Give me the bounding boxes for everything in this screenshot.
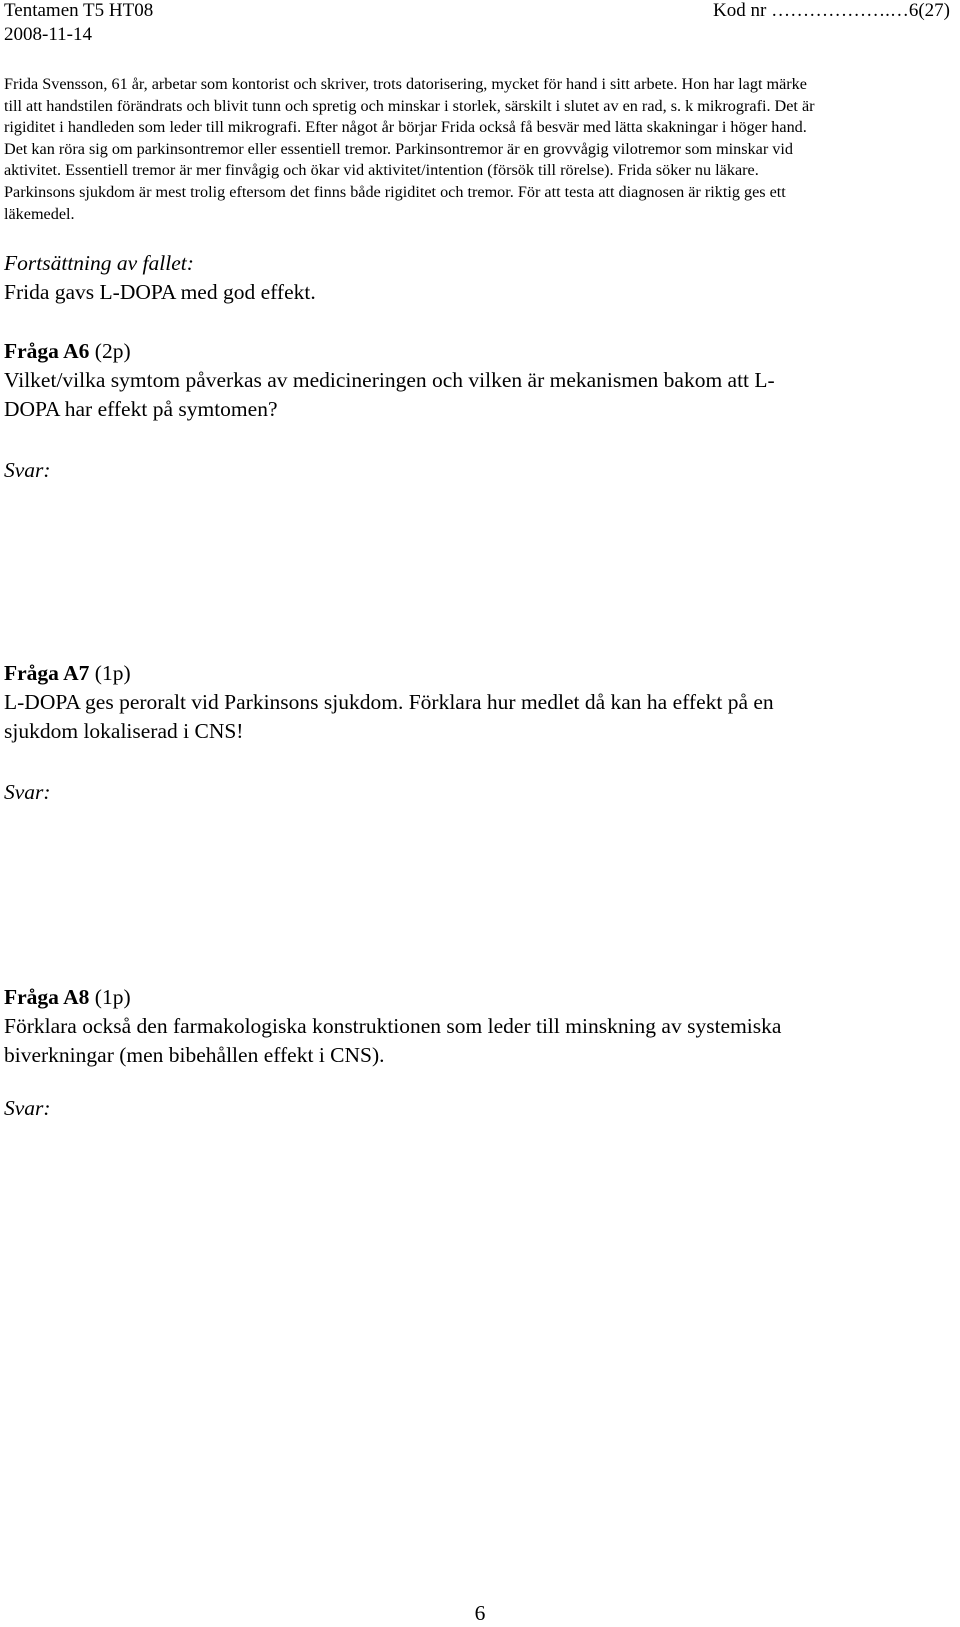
case-line: Parkinsons sjukdom är mest trolig eftersom det finns både rigiditet och tremor. För att testa att diagnosen är riktig ges ett	[4, 182, 786, 201]
case-line: läkemedel.	[4, 204, 75, 223]
case-description	[4, 74, 944, 225]
question-line: DOPA har effekt på symtomen?	[4, 397, 278, 421]
question-points: (1p)	[94, 661, 131, 685]
question-points: (2p)	[94, 339, 131, 363]
question-line: biverkningar (men bibehållen effekt i CNS).	[4, 1043, 385, 1067]
question-line: L-DOPA ges peroralt vid Parkinsons sjukdom. Förklara hur medlet då kan ha effekt på en	[4, 690, 774, 714]
question-a7	[4, 659, 944, 746]
question-heading	[4, 337, 944, 366]
continuation-label: Fortsättning av fallet:	[4, 251, 194, 275]
page-number: 6	[474, 1601, 486, 1625]
case-line: rigiditet i handleden som leder till mikrografi. Efter något år börjar Frida också få besvär med lätta skakningar i höger hand.	[4, 118, 807, 137]
question-line: Förklara också den farmakologiska konstruktionen som leder till minskning av systemiska	[4, 1014, 782, 1038]
header-code-field: Kod nr ……………….…6(27)	[713, 0, 950, 21]
answer-label-a6: Svar:	[4, 458, 51, 482]
question-heading	[4, 659, 944, 688]
header-exam-date: 2008-11-14	[4, 24, 92, 45]
question-line: Vilket/vilka symtom påverkas av medicineringen och vilken är mekanismen bakom att L-	[4, 368, 775, 392]
question-label: Fråga A7	[4, 661, 90, 685]
case-line: Frida Svensson, 61 år, arbetar som kontorist och skriver, trots datorisering, mycket för hand i sitt arbete. Hon har lagt märke	[4, 75, 807, 93]
question-label: Fråga A6	[4, 339, 90, 363]
answer-label-a8: Svar:	[4, 1096, 51, 1120]
continuation-text: Frida gavs L-DOPA med god effekt.	[4, 280, 316, 304]
case-line: aktivitet. Essentiell tremor är mer finvågig och ökar vid aktivitet/intention (försök till rörelse). Frida söker nu läkare.	[4, 161, 759, 180]
question-line: sjukdom lokaliserad i CNS!	[4, 719, 244, 743]
case-continuation	[4, 249, 944, 307]
question-a6	[4, 337, 944, 424]
case-line: Det kan röra sig om parkinsontremor eller essentiell tremor. Parkinsontremor är en grovvågig vilotremor som minskar vid	[4, 139, 793, 158]
question-label: Fråga A8	[4, 985, 90, 1009]
answer-label-a7: Svar:	[4, 780, 51, 804]
question-points: (1p)	[94, 985, 131, 1009]
question-a8	[4, 983, 944, 1070]
question-heading	[4, 983, 944, 1012]
header-exam-title: Tentamen T5 HT08	[4, 0, 154, 21]
case-line: till att handstilen förändrats och blivit tunn och spretig och minskar i storlek, särskilt i slutet av en rad, s. k mikrografi. Det är	[4, 96, 815, 115]
